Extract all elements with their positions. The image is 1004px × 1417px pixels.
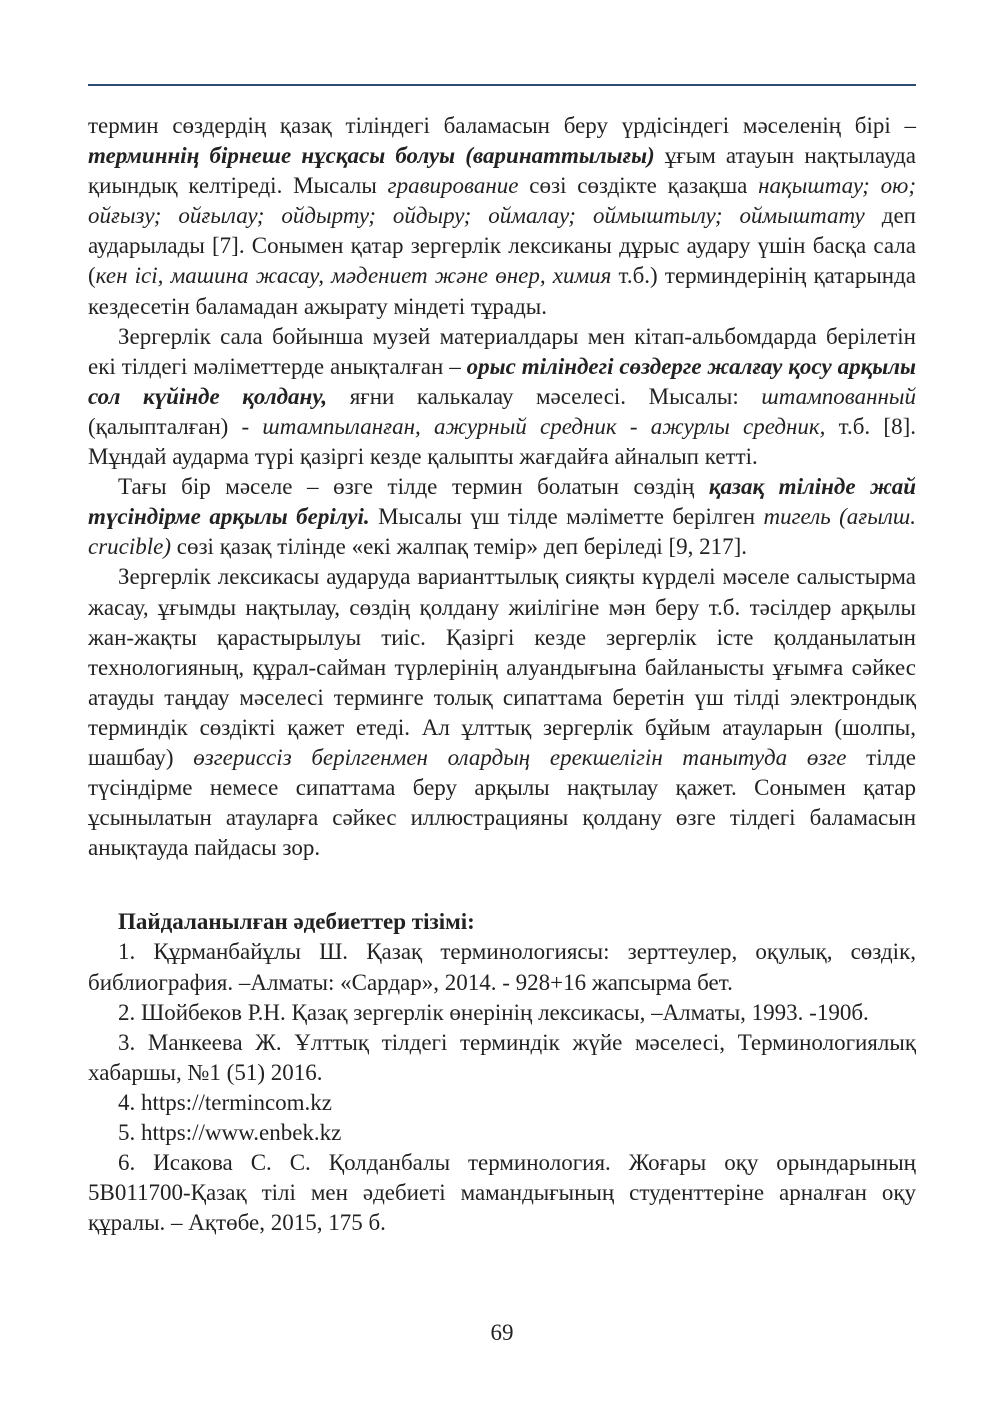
text: яғни калькалау мәселесі. Мысалы:: [327, 383, 762, 409]
reference-item: 4. https://termincom.kz: [118, 1089, 332, 1115]
text: сөзі қазақ тілінде «екі жалпақ темір» деп беріледі [9, 217].: [171, 534, 748, 560]
reference-item: 5. https://www.enbek.kz: [118, 1120, 342, 1145]
references-title: Пайдаланылған әдебиеттер тізімі:: [118, 909, 475, 935]
paragraph-4: [88, 562, 916, 863]
text: Зергерлік сала бойынша музей материалдары мен кітап-альбомдарда берілетін екі тілдегі мәліметтерде анықталған –: [88, 323, 916, 379]
italic-term: штампыланған, ажурный средник: [262, 413, 617, 439]
emphasis: қазақ тілінде жай түсіндірме арқылы берілуі.: [88, 474, 916, 530]
text: -: [616, 413, 651, 439]
italic-term: ажурлы средник,: [650, 413, 826, 439]
reference-item: 2. Шойбеков Р.Н. Қазақ зергерлік өнерінің лексикасы, –Алматы, 1993. -190б.: [118, 999, 869, 1025]
paragraph-2: [88, 322, 916, 472]
text: сөзі сөздікте қазақша: [518, 173, 759, 199]
page-content: [88, 111, 916, 1238]
italic-term: штампованный: [761, 383, 916, 409]
italic-term: гравирование: [387, 173, 519, 199]
emphasis: терминнің бірнеше нұсқасы болуы (варинаттылығы): [88, 143, 655, 169]
text: т.б.) терминдерінің қатарында кездесетін баламадан ажырату міндеті тұрады.: [88, 263, 917, 319]
reference-item: 1. Құрманбайұлы Ш. Қазақ терминологиясы: зерттеулер, оқулық, сөздік, библиография. –Алматы: «Сардар», 2014. - 928+16 жапсырма бет.: [88, 939, 916, 995]
italic-term: тигель (ағылш. crucible): [88, 504, 916, 560]
header-rule: [88, 84, 916, 86]
text: ұғым атауын нақтылауда қиындық келтіреді. Мысалы: [88, 143, 916, 199]
italic-term: кен ісі, машина жасау, мәдениет және өнер, химия: [95, 263, 612, 289]
reference-item: 6. Исакова С. С. Қолданбалы терминология. Жоғары оқу орындарының 5В011700-Қазақ тілі мен әдебиеті мамандығының студенттеріне арналған оқу құралы. – Ақтөбе, 2015, 175 б.: [88, 1150, 916, 1236]
text: (қалыпталған) -: [88, 413, 263, 439]
italic-term: өзгериссіз берілгенмен олардың ерекшелігін танытуда өзге: [193, 744, 847, 770]
italic-term: нақыштау; ою; ойғызу; ойғылау; ойдырту; ойдыру; оймалау; оймыштылу; оймыштату: [88, 173, 916, 229]
text: т.б. [8]. Мұндай аударма түрі қазіргі кезде қалыпты жағдайға айналып кетті.: [88, 413, 916, 470]
text: Зергерлік лексикасы аударуда варианттылық сияқты күрделі мәселе салыстырма жасау, ұғымды нақтылау, сөздің қолдану жиілігіне мән беру т.б. тәсілдер арқылы жан-жақты қарастырылуы тиіс. Қазіргі кезде зергерлік істе қолданылатын технологияның, құрал-сайман түрлерінің алуандығына байланысты ұғымға сәйкес атауды таңдау мәселесі терминге толық сипаттама беретін үш тілді электрондық терминдік сөздікті қажет етеді. Ал ұлттық зергерлік бұйым атауларын (шолпы, шашбау): [88, 564, 916, 770]
emphasis: орыс тіліндегі сөздерге жалғау қосу арқылы сол күйінде қолдану,: [88, 353, 916, 409]
text: термин сөздердің қазақ тіліндегі баламасын беру үрдісіндегі мәселенің бірі –: [88, 113, 916, 138]
paragraph-3: [88, 472, 916, 562]
text: Тағы бір мәселе – өзге тілде термин болатын сөздің: [118, 474, 709, 500]
text: Мысалы үш тілде мәліметте берілген: [369, 504, 764, 530]
text: тілде түсіндірме немесе сипаттама беру арқылы нақтылау қажет. Сонымен қатар ұсынылатын атауларға сәйкес иллюстрацияны қолдану өзге тілдегі баламасын анықтауда пайдасы зор.: [88, 744, 916, 861]
paragraph-1: [88, 111, 916, 322]
reference-item: 3. Манкеева Ж. Ұлттық тілдегі терминдік жүйе мәселесі, Терминологиялық хабаршы, №1 (51) 2016.: [88, 1029, 916, 1085]
text: деп аударылады [7]. Сонымен қатар зергерлік лексиканы дұрыс аудару үшін басқа сала (: [88, 203, 916, 289]
page-number: 69: [490, 1320, 514, 1345]
